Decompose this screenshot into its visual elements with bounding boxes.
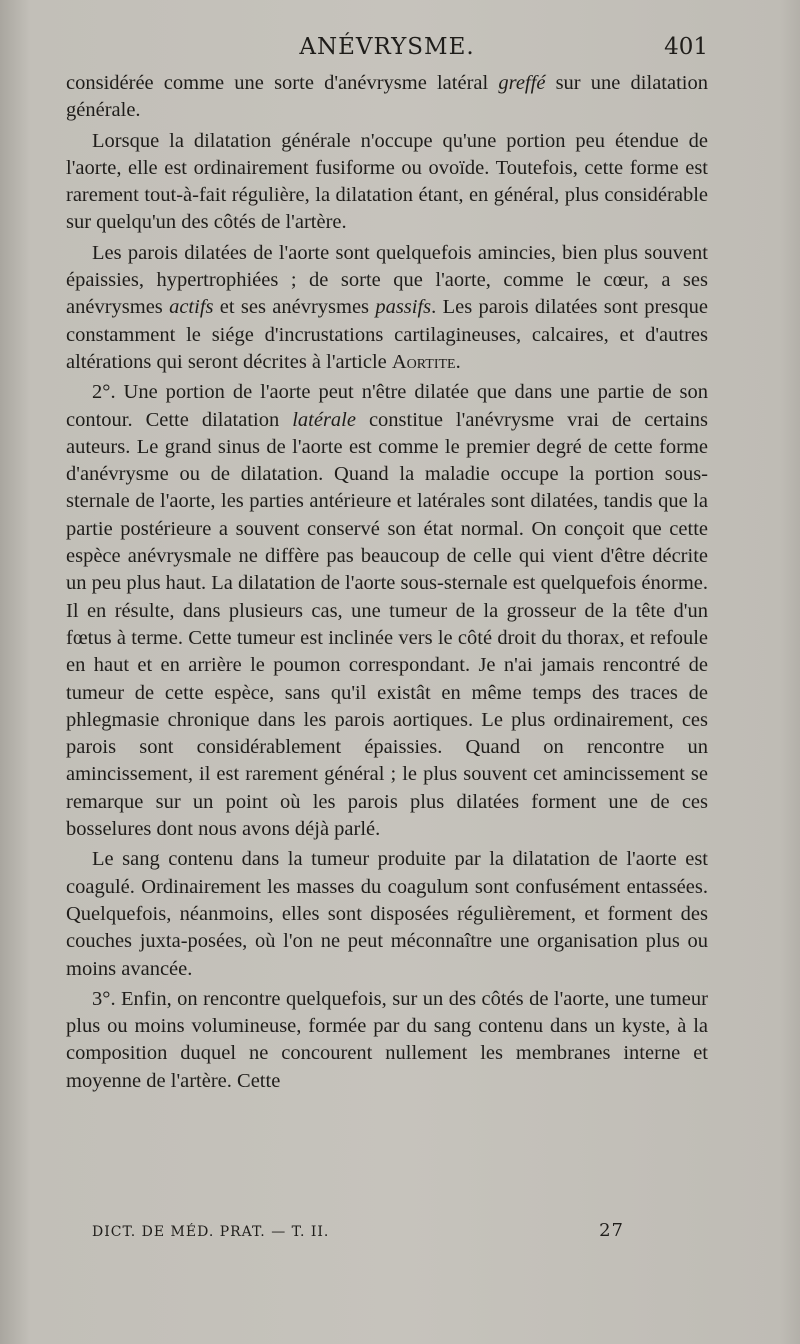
italic-run: greffé [498,72,546,94]
body-text [66,70,708,1095]
page-number: 401 [664,34,708,60]
italic-run: actifs [169,296,214,319]
paragraph-6: 3°. Enfin, on rencontre quelquefois, sur un des côtés de l'aorte, une tumeur plus ou moins volumineuse, formée par du sang contenu dans un kyste, à la composition duquel ne concourent nullement les membranes interne et moyenne de l'artère. Cette [66,987,708,1092]
paragraph-4 [66,379,708,843]
text-run: sur une dilatation générale. [66,72,708,122]
paragraph-1 [66,70,708,125]
paragraph-2: Lorsque la dilatation générale n'occupe qu'une portion peu étendue de l'aorte, elle est ordinairement fusiforme ou ovoïde. Toutefois, cette forme est rarement tout-à-fait régulière, la dilatation étant, en général, plus considérable sur quelqu'un des côtés de l'artère. [66,129,708,234]
footer-title: DICT. DE MÉD. PRAT. — T. II. [92,1224,330,1240]
running-title: ANÉVRYSME. [299,34,475,60]
article-reference: Aortite [391,350,456,373]
italic-run: passifs [375,296,432,319]
text-run: Les parois dilatées de l'aorte sont quelquefois amincies, bien plus souvent épaissies, hypertrophiées ; de sorte que l'aorte, comme le cœur, a ses anévrysmes [66,241,708,319]
paragraph-5: Le sang contenu dans la tumeur produite par la dilatation de l'aorte est coagulé. Ordinairement les masses du coagulum sont confusément entassées. Quelquefois, néanmoins, elles sont disposées régulièrement, et forment des couches juxta-posées, où l'on ne peut méconnaître une organisation plus ou moins avancée. [66,848,708,980]
paragraph-3 [66,240,708,376]
text-run: et ses anévrysmes [213,296,376,319]
text-run: . Les parois dilatées sont presque constamment le siége d'incrustations cartilagineuses, calcaires, et d'autres altérations qui seront décrites à l'article [66,296,709,373]
text-run: constitue l'anévrysme vrai de certains auteurs. Le grand sinus de l'aorte est comme le premier degré de cette forme d'anévrysme ou de dilatation. Quand la maladie occupe la portion sous-sternale de l'aorte, les parties antérieure et latérales sont dilatées, tandis que la partie postérieure a souvent conservé son état normal. On conçoit que cette espèce anévrysmale ne diffère pas beaucoup de celle qui vient d'être décrite un peu plus haut. La dilatation de l'aorte sous-sternale est quelquefois énorme. Il en résulte, dans plusieurs cas, une tumeur de la grosseur de la tête d'un fœtus à terme. Cette tumeur est inclinée vers le côté droit du thorax, et refoule en haut et en arrière le poumon correspondant. Je n'ai jamais rencontré de tumeur de cette espèce, sans qu'il existât en même temps des traces de phlegmasie chronique dans les parois aortiques. Le plus ordinairement, ces parois sont considérablement épaissies. Quand on rencontre un amincissement, il est rarement général ; le plus souvent cet amincissement se remarque sur un point où les parois plus dilatées forment une de ces bosselures dont nous avons déjà parlé. [66,408,708,841]
text-run: . [455,350,461,373]
italic-run: latérale [292,408,356,431]
text-run: considérée comme une sorte d'anévrysme latéral [66,72,499,94]
page-footer [92,1220,624,1248]
page-header [66,34,708,68]
signature-mark: 27 [599,1220,624,1241]
text-run: 2°. Une portion de l'aorte peut n'être dilatée que dans une partie de son contour. Cette dilatation [66,381,708,431]
